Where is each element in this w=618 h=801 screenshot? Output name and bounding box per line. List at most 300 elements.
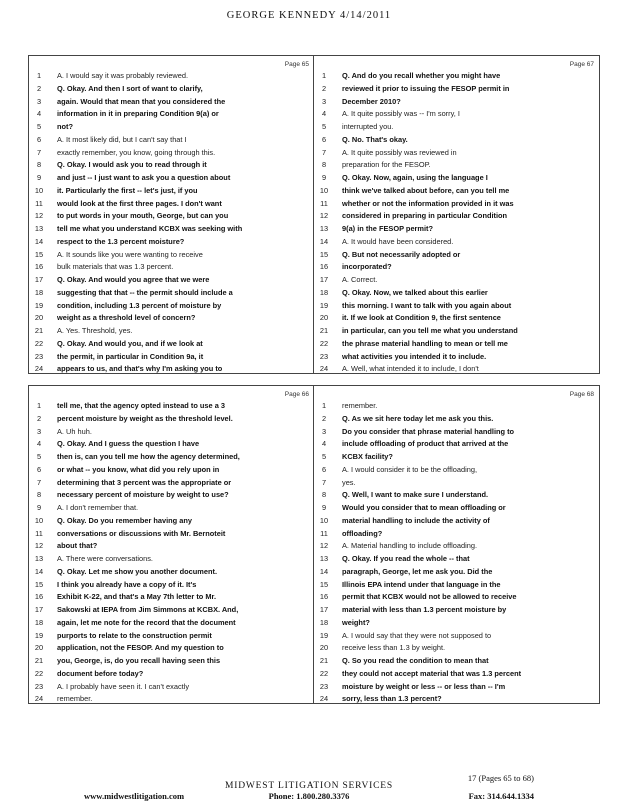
- line-text: Q. No. That's okay.: [342, 134, 408, 144]
- transcript-line: [29, 630, 314, 643]
- line-text: think we've talked about before, can you tell me: [342, 185, 510, 195]
- line-text: A. It quite possibly was reviewed in: [342, 147, 457, 157]
- line-text: Illinois EPA intend under that language in the: [342, 579, 501, 589]
- line-number: 10: [34, 515, 44, 525]
- line-number: 23: [34, 681, 44, 691]
- line-text: Do you consider that phrase material handling to: [342, 426, 515, 436]
- line-text: A. Well, what intended it to include, I don't: [342, 364, 479, 374]
- line-text: the phrase material handling to mean or tell me: [342, 338, 508, 348]
- line-number: 21: [319, 326, 329, 335]
- line-text: Q. Okay. And would you, and if we look at: [57, 338, 203, 348]
- line-number: 17: [319, 605, 329, 614]
- transcript-line: [314, 515, 599, 528]
- transcript-line: [29, 591, 314, 604]
- line-text: Q. Okay. Now, we talked about this earlier: [342, 287, 488, 297]
- line-number: 4: [321, 109, 327, 119]
- line-number: 14: [34, 566, 44, 576]
- line-number: 19: [34, 630, 44, 640]
- line-number: 10: [34, 185, 44, 195]
- page-number: Page 66: [284, 391, 309, 398]
- line-text: necessary percent of moisture by weight to use?: [57, 490, 229, 500]
- line-text: A. It would have been considered.: [342, 236, 454, 246]
- line-number: 2: [36, 83, 42, 93]
- transcript-line: [29, 400, 314, 413]
- line-number: 5: [36, 452, 42, 461]
- line-number: 2: [321, 83, 327, 93]
- transcript-line: [29, 198, 314, 211]
- line-text: material with less than 1.3 percent moisture by: [342, 605, 507, 614]
- line-text: Q. Okay. And then I sort of want to clarify,: [57, 83, 203, 93]
- transcript-line: [314, 642, 599, 655]
- transcript-line: [314, 566, 599, 579]
- transcript-line: [314, 477, 599, 490]
- line-text: condition, including 1.3 percent of moisture by: [57, 300, 222, 310]
- transcript-line: [29, 159, 314, 172]
- line-text: Q. And do you recall whether you might have: [342, 71, 501, 80]
- transcript-line: [29, 477, 314, 490]
- transcript-line: [314, 489, 599, 502]
- transcript-line: [314, 159, 599, 172]
- line-text: to put words in your mouth, George, but can you: [57, 211, 229, 221]
- line-text: offloading?: [342, 528, 383, 538]
- website-link[interactable]: www.midwestlitigation.com: [84, 791, 185, 801]
- transcript-line: [29, 147, 314, 160]
- line-number: 10: [319, 185, 329, 195]
- transcript-line: [29, 96, 314, 109]
- line-number: 17: [34, 275, 44, 284]
- line-number: 20: [319, 643, 329, 653]
- line-text: then is, can you tell me how the agency determined,: [57, 452, 240, 461]
- line-text: whether or not the information provided in it was: [342, 198, 514, 208]
- transcript-line: [314, 668, 599, 681]
- line-text: determining that 3 percent was the appropriate or: [57, 477, 232, 487]
- line-number: 15: [319, 579, 329, 589]
- line-number: 11: [320, 528, 328, 538]
- transcript-line: [29, 489, 314, 502]
- fax-number: Fax: 314.644.1334: [468, 791, 534, 801]
- transcript-line: [29, 426, 314, 439]
- transcript-line: [29, 451, 314, 464]
- transcript-line: [314, 655, 599, 668]
- line-number: 3: [36, 426, 42, 436]
- line-number: 15: [34, 579, 44, 589]
- line-text: incorporated?: [342, 262, 392, 272]
- company-name: MIDWEST LITIGATION SERVICES: [225, 781, 393, 791]
- line-number: 22: [34, 338, 44, 348]
- line-number: 6: [321, 464, 327, 474]
- line-number: 7: [321, 147, 327, 157]
- line-number: 6: [36, 134, 42, 144]
- line-number: 12: [34, 541, 44, 551]
- line-number: 1: [36, 401, 42, 410]
- line-number: 1: [321, 71, 327, 80]
- line-text: or what -- you know, what did you rely upon in: [57, 464, 220, 474]
- line-number: 23: [319, 681, 329, 691]
- line-text: A. There were conversations.: [57, 554, 153, 563]
- line-text: in particular, can you tell me what you understand: [342, 326, 518, 335]
- transcript-line: [29, 528, 314, 541]
- transcript-line: [29, 617, 314, 630]
- transcript-line: [314, 338, 599, 351]
- transcript-line: [29, 464, 314, 477]
- line-text: application, not the FESOP. And my question to: [57, 643, 224, 653]
- line-text: moisture by weight or less -- or less than -- I'm: [342, 681, 506, 691]
- line-number: 13: [319, 554, 329, 563]
- line-text: permit that KCBX would not be allowed to receive: [342, 592, 517, 602]
- line-text: sorry, less than 1.3 percent?: [342, 694, 442, 704]
- line-number: 14: [34, 236, 44, 246]
- line-text: the permit, in particular in Condition 9a, it: [57, 351, 204, 361]
- transcript-line: [314, 426, 599, 439]
- transcript-page-66: [28, 385, 315, 704]
- transcript-line: [314, 249, 599, 262]
- transcript-line: [29, 83, 314, 96]
- page-range: 17 (Pages 65 to 68): [467, 773, 534, 783]
- transcript-line: [29, 210, 314, 223]
- transcript-line: [29, 579, 314, 592]
- transcript-line: [314, 108, 599, 121]
- transcript-line: [314, 604, 599, 617]
- transcript-line: [29, 249, 314, 262]
- transcript-line: [29, 553, 314, 566]
- transcript-line: [29, 363, 314, 376]
- line-text: suggesting that that -- the permit should include a: [57, 287, 233, 297]
- line-number: 8: [36, 160, 42, 170]
- line-text: A. Material handling to include offloading.: [342, 541, 478, 551]
- transcript-line: [314, 579, 599, 592]
- line-number: 24: [319, 694, 329, 704]
- line-text: paragraph, George, let me ask you. Did the: [342, 566, 493, 576]
- transcript-line: [314, 274, 599, 287]
- transcript-line: [314, 400, 599, 413]
- transcript-line: [314, 438, 599, 451]
- line-text: percent moisture by weight as the threshold level.: [57, 413, 233, 423]
- transcript-line: [29, 338, 314, 351]
- line-number: 13: [34, 224, 44, 233]
- line-text: it. If we look at Condition 9, the first sentence: [342, 313, 501, 323]
- line-number: 22: [319, 338, 329, 348]
- line-text: remember.: [57, 694, 93, 704]
- transcript-line: [314, 464, 599, 477]
- line-text: receive less than 1.3 by weight.: [342, 643, 446, 653]
- line-text: A. I would say that they were not supposed to: [342, 630, 492, 640]
- transcript-line: [29, 681, 314, 694]
- transcript-line: [29, 108, 314, 121]
- transcript-line: [314, 413, 599, 426]
- line-text: Q. Okay. I would ask you to read through it: [57, 160, 207, 170]
- line-number: 13: [34, 554, 44, 563]
- line-number: 19: [319, 300, 329, 310]
- line-text: conversations or discussions with Mr. Bernoteit: [57, 528, 226, 538]
- transcript-line: [29, 121, 314, 134]
- line-number: 2: [36, 413, 42, 423]
- line-number: 5: [321, 452, 327, 461]
- line-number: 10: [319, 515, 329, 525]
- line-text: and just -- I just want to ask you a question about: [57, 173, 231, 182]
- line-text: A. I probably have seen it. I can't exactly: [57, 681, 190, 691]
- line-number: 22: [319, 668, 329, 678]
- line-text: include offloading of product that arrived at the: [342, 439, 509, 449]
- line-number: 4: [321, 439, 327, 449]
- line-text: I think you already have a copy of it. It's: [57, 579, 197, 589]
- line-number: 21: [319, 656, 329, 665]
- line-number: 3: [36, 96, 42, 106]
- transcript-line: [29, 642, 314, 655]
- transcript-line: [314, 210, 599, 223]
- line-number: 24: [34, 364, 44, 374]
- line-number: 20: [319, 313, 329, 323]
- line-text: Q. As we sit here today let me ask you this.: [342, 413, 494, 423]
- line-text: about that?: [57, 541, 98, 551]
- line-text: respect to the 1.3 percent moisture?: [57, 236, 185, 246]
- transcript-line: [29, 172, 314, 185]
- line-text: considered in preparing in particular Condition: [342, 211, 508, 221]
- transcript-line: [29, 566, 314, 579]
- line-text: Q. So you read the condition to mean that: [342, 656, 489, 665]
- line-text: Would you consider that to mean offloading or: [342, 503, 506, 512]
- line-number: 4: [36, 109, 42, 119]
- line-text: weight as a threshold level of concern?: [57, 313, 196, 323]
- line-text: weight?: [342, 617, 370, 627]
- transcript-line: [314, 681, 599, 694]
- line-number: 6: [36, 464, 42, 474]
- transcript-line: [314, 591, 599, 604]
- line-number: 7: [36, 147, 42, 157]
- line-number: 8: [321, 490, 327, 500]
- line-text: material handling to include the activity of: [342, 515, 490, 525]
- transcript-line: [29, 325, 314, 338]
- line-text: Q. Okay. Now, again, using the language I: [342, 173, 488, 182]
- line-number: 3: [321, 96, 327, 106]
- line-text: Exhibit K-22, and that's a May 7th letter to Mr.: [57, 592, 217, 602]
- line-number: 24: [34, 694, 44, 704]
- line-text: it. Particularly the first -- let's just, if you: [57, 185, 198, 195]
- line-number: 16: [319, 592, 329, 602]
- transcript-line: [314, 261, 599, 274]
- page-number: Page 65: [284, 61, 309, 68]
- transcript-line: [29, 515, 314, 528]
- line-text: yes.: [342, 477, 356, 487]
- transcript-line: [314, 96, 599, 109]
- transcript-line: [314, 300, 599, 313]
- line-text: reviewed it prior to issuing the FESOP permit in: [342, 83, 510, 93]
- line-text: would look at the first three pages. I don't want: [57, 198, 222, 208]
- line-text: they could not accept material that was 1.3 percent: [342, 668, 522, 678]
- line-number: 11: [35, 198, 43, 208]
- transcript-line: [29, 668, 314, 681]
- line-text: 9(a) in the FESOP permit?: [342, 224, 434, 233]
- transcript-line: [29, 413, 314, 426]
- line-number: 8: [321, 160, 327, 170]
- line-number: 12: [319, 211, 329, 221]
- transcript-line: [314, 630, 599, 643]
- line-text: document before today?: [57, 668, 144, 678]
- line-number: 15: [319, 249, 329, 259]
- line-text: you, George, is, do you recall having seen this: [57, 656, 221, 665]
- line-number: 19: [34, 300, 44, 310]
- transcript-line: [29, 438, 314, 451]
- line-text: A. It sounds like you were wanting to receive: [57, 249, 203, 259]
- transcript-line: [29, 236, 314, 249]
- line-text: Q. Okay. Do you remember having any: [57, 515, 192, 525]
- line-text: A. It quite possibly was -- I'm sorry, I: [342, 109, 460, 119]
- line-number: 1: [321, 401, 327, 410]
- transcript-line: [314, 312, 599, 325]
- transcript-line: [314, 198, 599, 211]
- line-number: 23: [34, 351, 44, 361]
- transcript-line: [314, 172, 599, 185]
- line-text: A. I would say it was probably reviewed.: [57, 71, 189, 80]
- transcript-line: [29, 693, 314, 706]
- transcript-line: [29, 655, 314, 668]
- transcript-line: [314, 363, 599, 376]
- transcript-line: [29, 261, 314, 274]
- transcript-line: [29, 300, 314, 313]
- line-number: 4: [36, 439, 42, 449]
- line-text: Sakowski at IEPA from Jim Simmons at KCBX. And,: [57, 605, 239, 614]
- line-text: information in it in preparing Condition 9(a) or: [57, 109, 219, 119]
- line-number: 16: [34, 592, 44, 602]
- line-number: 12: [34, 211, 44, 221]
- transcript-line: [314, 185, 599, 198]
- transcript-line: [314, 502, 599, 515]
- transcript-line: [314, 693, 599, 706]
- line-number: 11: [320, 198, 328, 208]
- line-text: not?: [57, 122, 74, 131]
- line-number: 19: [319, 630, 329, 640]
- transcript-line: [29, 70, 314, 83]
- line-text: remember.: [342, 401, 378, 410]
- line-number: 17: [34, 605, 44, 614]
- transcript-line: [314, 617, 599, 630]
- line-text: exactly remember, you know, going through this.: [57, 147, 216, 157]
- line-number: 9: [36, 173, 42, 182]
- line-number: 20: [34, 643, 44, 653]
- line-text: interrupted you.: [342, 122, 394, 131]
- transcript-line: [29, 540, 314, 553]
- line-text: again. Would that mean that you considered the: [57, 96, 226, 106]
- line-text: A. It most likely did, but I can't say that I: [57, 134, 187, 144]
- line-number: 21: [34, 326, 44, 335]
- line-number: 18: [34, 617, 44, 627]
- line-text: preparation for the FESOP.: [342, 160, 431, 170]
- transcript-line: [29, 134, 314, 147]
- transcript-line: [29, 312, 314, 325]
- transcript-page-67: [313, 55, 600, 374]
- line-number: 9: [36, 503, 42, 512]
- line-text: A. Correct.: [342, 275, 378, 284]
- line-number: 5: [36, 122, 42, 131]
- transcript-line: [314, 540, 599, 553]
- line-number: 3: [321, 426, 327, 436]
- line-number: 16: [319, 262, 329, 272]
- line-number: 6: [321, 134, 327, 144]
- transcript-line: [314, 351, 599, 364]
- line-text: appears to us, and that's why I'm asking you to: [57, 364, 223, 374]
- line-number: 7: [321, 477, 327, 487]
- line-number: 18: [319, 287, 329, 297]
- line-text: KCBX facility?: [342, 452, 393, 461]
- transcript-line: [314, 134, 599, 147]
- transcript-line: [29, 185, 314, 198]
- transcript-line: [314, 528, 599, 541]
- line-number: 5: [321, 122, 327, 131]
- line-number: 22: [34, 668, 44, 678]
- line-number: 14: [319, 566, 329, 576]
- line-number: 14: [319, 236, 329, 246]
- document-header: GEORGE KENNEDY 4/14/2011: [226, 10, 392, 21]
- line-number: 1: [36, 71, 42, 80]
- line-number: 20: [34, 313, 44, 323]
- line-number: 2: [321, 413, 327, 423]
- transcript-line: [314, 287, 599, 300]
- page-number: Page 68: [569, 391, 594, 398]
- transcript-line: [29, 274, 314, 287]
- line-text: what activities you intended it to include.: [342, 351, 487, 361]
- line-number: 9: [321, 503, 327, 512]
- transcript-line: [314, 451, 599, 464]
- line-text: A. I would consider it to be the offloading,: [342, 464, 478, 474]
- line-text: bulk materials that was 1.3 percent.: [57, 262, 174, 272]
- line-number: 7: [36, 477, 42, 487]
- line-number: 18: [319, 617, 329, 627]
- line-text: tell me, that the agency opted instead to use a 3: [57, 401, 225, 410]
- line-text: Q. But not necessarily adopted or: [342, 249, 461, 259]
- line-text: Q. Okay. And would you agree that we were: [57, 275, 210, 284]
- line-text: Q. Okay. Let me show you another document.: [57, 566, 218, 576]
- line-number: 9: [321, 173, 327, 182]
- line-text: again, let me note for the record that the document: [57, 617, 236, 627]
- line-number: 21: [34, 656, 44, 665]
- transcript-line: [314, 223, 599, 236]
- transcript-line: [314, 325, 599, 338]
- line-text: purports to relate to the construction permit: [57, 630, 212, 640]
- line-text: this morning. I want to talk with you again about: [342, 300, 512, 310]
- line-text: A. I don't remember that.: [57, 503, 139, 512]
- transcript-line: [29, 223, 314, 236]
- transcript-line: [314, 83, 599, 96]
- line-number: 16: [34, 262, 44, 272]
- transcript-line: [314, 147, 599, 160]
- line-text: Q. Well, I want to make sure I understand.: [342, 490, 489, 500]
- transcript-page-65: [28, 55, 315, 374]
- transcript-page-68: [313, 385, 600, 704]
- page-number: Page 67: [569, 61, 594, 68]
- transcript-line: [314, 236, 599, 249]
- line-number: 17: [319, 275, 329, 284]
- transcript-line: [314, 70, 599, 83]
- line-text: A. Uh huh.: [57, 426, 92, 436]
- line-number: 8: [36, 490, 42, 500]
- transcript-line: [29, 604, 314, 617]
- line-text: tell me what you understand KCBX was seeking with: [57, 224, 243, 233]
- line-number: 23: [319, 351, 329, 361]
- transcript-line: [314, 121, 599, 134]
- line-text: A. Yes. Threshold, yes.: [57, 326, 133, 335]
- line-number: 24: [319, 364, 329, 374]
- line-number: 15: [34, 249, 44, 259]
- line-number: 12: [319, 541, 329, 551]
- transcript-line: [29, 287, 314, 300]
- transcript-line: [314, 553, 599, 566]
- line-text: Q. Okay. And I guess the question I have: [57, 439, 200, 449]
- transcript-line: [29, 351, 314, 364]
- transcript-line: [29, 502, 314, 515]
- line-text: December 2010?: [342, 96, 401, 106]
- line-number: 11: [35, 528, 43, 538]
- line-text: Q. Okay. If you read the whole -- that: [342, 554, 470, 563]
- line-number: 18: [34, 287, 44, 297]
